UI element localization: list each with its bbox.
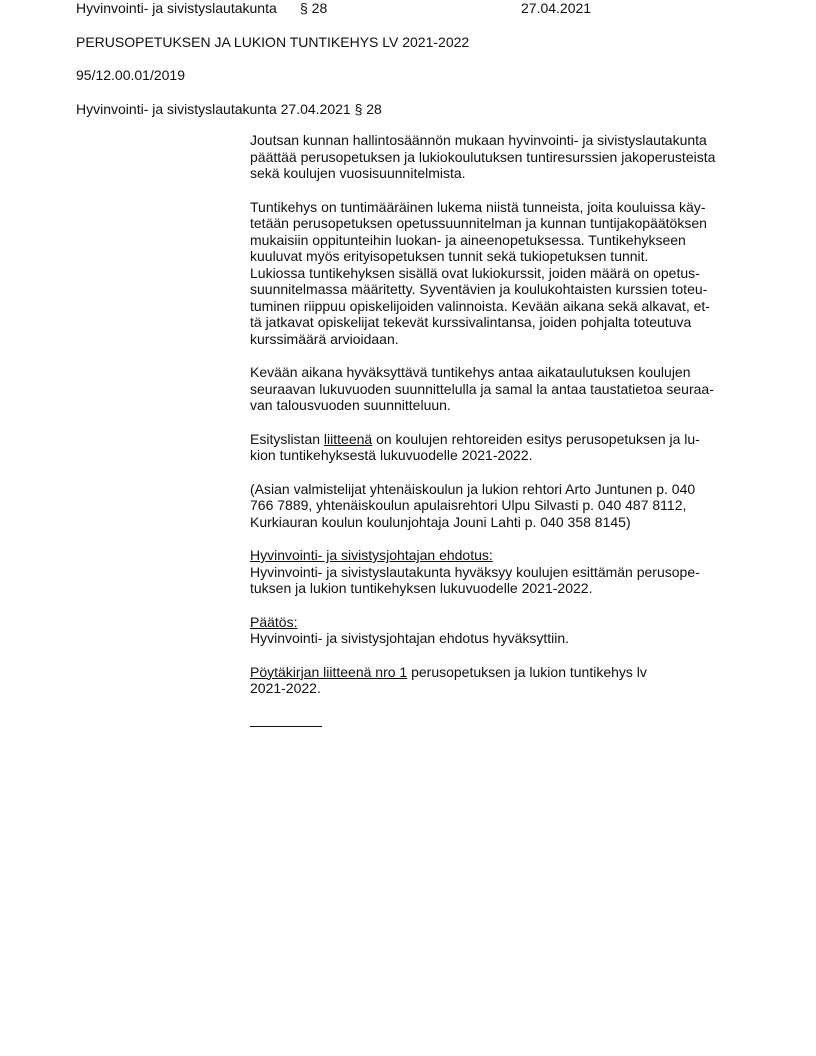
attachment-link[interactable]: liitteenä xyxy=(323,430,373,447)
proposal-text: Hyvinvointi- ja sivistyslautakunta hyväksyy koulujen esittämän perusope- tuksen ja lukion tuntikehyksen lukuvuodelle 2021-2022. xyxy=(250,563,700,596)
paragraph-appendix xyxy=(250,664,750,697)
reference-number: 95/12.00.01/2019 xyxy=(76,67,185,83)
document-title: PERUSOPETUKSEN JA LUKION TUNTIKEHYS LV 2021-2022 xyxy=(76,34,470,50)
decision-text: Hyvinvointi- ja sivistysjohtajan ehdotus hyväksyttiin. xyxy=(250,630,570,646)
header-date: 27.04.2021 xyxy=(521,0,592,16)
appendix-text-after: perusopetuksen ja lukion tuntikehys lv 2021-2022. xyxy=(250,663,647,696)
paragraph-intro: Joutsan kunnan hallintosäännön mukaan hyvinvointi- ja sivistyslautakunta päättää perusopetuksen ja lukiokoulutuksen tuntiresurssien jakoperusteista sekä koulujen vuosisuunnitelmista. xyxy=(250,132,716,181)
decision-heading: Päätös: xyxy=(250,613,298,630)
attachment-text-before: Esityslistan xyxy=(250,430,324,447)
header-section-number: § 28 xyxy=(300,0,328,16)
meeting-line: Hyvinvointi- ja sivistyslautakunta 27.04.2021 § 28 xyxy=(76,101,382,117)
paragraph-tuntikehys: Tuntikehys on tuntimääräinen lukema niistä tunneista, joita kouluissa käy- tetään perusopetuksen opetussuunnitelman ja kunnan tuntijakopäätöksen mukaisiin oppitunteihin luokan- ja aineenopetuksessa. Tuntikehykseen kuuluvat myös erityisopetuksen tunnit sekä tukiopetuksen tunnit. Lukiossa tuntikehyksen sisällä ovat lukiokurssit, joiden määrä on opetus- suunnitelmassa määritetty. Syventävien ja koulukohtaisten kurssien toteu- tuminen riippuu opiskelijoiden valinnoista. Kevään aikana sekä alkavat, et- tä jatkavat opiskelijat tekevät kurssivalintansa, joiden pohjalta toteutuva kurssimäärä arvioidaan. xyxy=(250,198,710,347)
main-content xyxy=(250,132,750,727)
paragraph-approval: Kevään aikana hyväksyttävä tuntikehys antaa aikataulutuksen koulujen seuraavan lukuvuoden suunnittelulla ja samal la antaa taustatietoa seuraa- van talousvuoden suunnitteluun. xyxy=(250,364,714,413)
signature-line xyxy=(250,717,322,727)
paragraph-preparers: (Asian valmistelijat yhtenäiskoulun ja lukion rehtori Arto Juntunen p. 040 766 7889, yhtenäiskoulun apulaisrehtori Ulpu Silvasti p. 040 487 8112, Kurkiauran koulun koulunjohtaja Jouni Lahti p. 040 358 8145) xyxy=(250,480,696,530)
header-body-name: Hyvinvointi- ja sivistyslautakunta xyxy=(76,0,277,16)
attachment-text-after: on koulujen rehtoreiden esitys perusopetuksen ja lu- kion tuntikehyksestä lukuvuodelle 2021-2022. xyxy=(250,430,700,463)
paragraph-attachment xyxy=(250,431,750,464)
proposal-heading: Hyvinvointi- ja sivistysjohtajan ehdotus: xyxy=(250,547,493,563)
appendix-link[interactable]: Pöytäkirjan liitteenä nro 1 xyxy=(250,663,408,680)
